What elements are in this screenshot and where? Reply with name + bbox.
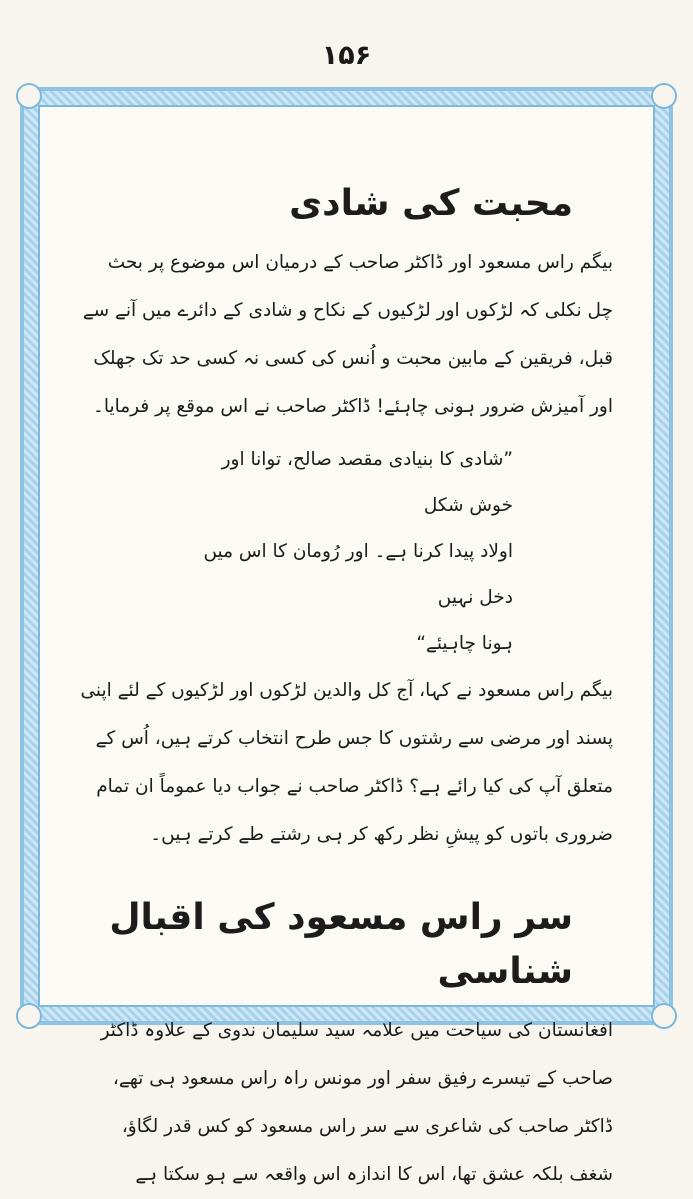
page-number: ۱۵۶ <box>321 40 372 71</box>
quote-line: ہونا چاہیئے“ <box>416 633 513 654</box>
section-heading-love-marriage: محبت کی شادی <box>289 183 573 224</box>
paragraph-intro: بیگم راس مسعود اور ڈاکٹر صاحب کے درمیان اس موضوع پر بحث چل نکلی کہ لڑکوں اور لڑکیوں کے نکاح و شادی کے دائرے میں آنے سے قبل، فریقین کے مابین محبت و اُنس کی کسی نہ کسی حد تک جھلک اور آمیزش ضرور ہونی چاہئے! ڈاکٹر صاحب نے اس موقع پر فرمایا۔ <box>82 252 613 417</box>
paragraph-dialogue: بیگم راس مسعود نے کہا، آج کل والدین لڑکوں اور لڑکیوں کے لئے اپنی پسند اور مرضی سے رشتوں کا جس طرح انتخاب کرتے ہیں، اُس کے متعلق آپ کی کیا رائے ہے؟ ڈاکٹر صاحب نے جواب دیا عموماً ان تمام ضروری باتوں کو پیشِ نظر رکھ کر ہی رشتے طے کرتے ہیں۔ <box>80 680 613 845</box>
page-content <box>80 137 613 1185</box>
paragraph-afghanistan: افغانستان کی سیاحت میں علامہ سید سلیمان ندوی کے علاوہ ڈاکٹر صاحب کے تیسرے رفیق سفر اور مونس راہ راس مسعود ہی تھے، ڈاکٹر صاحب کی شاعری سے سر راس مسعود کو کس قدر لگاؤ، شغف بلکہ عشق تھا، اس کا اندازہ اس واقعہ سے ہو سکتا ہے <box>100 1020 613 1185</box>
quotation <box>190 437 513 667</box>
quote-line: اولاد پیدا کرنا ہے۔ اور رُومان کا اس میں دخل نہیں <box>203 541 513 608</box>
decorative-border <box>20 87 673 1185</box>
section-heading-iqbal-appreciation: سر راس مسعود کی اقبال شناسی <box>109 897 573 992</box>
page-body <box>38 105 655 1185</box>
quote-line: ”شادی کا بنیادی مقصد صالح، توانا اور خوش شکل <box>221 449 513 516</box>
